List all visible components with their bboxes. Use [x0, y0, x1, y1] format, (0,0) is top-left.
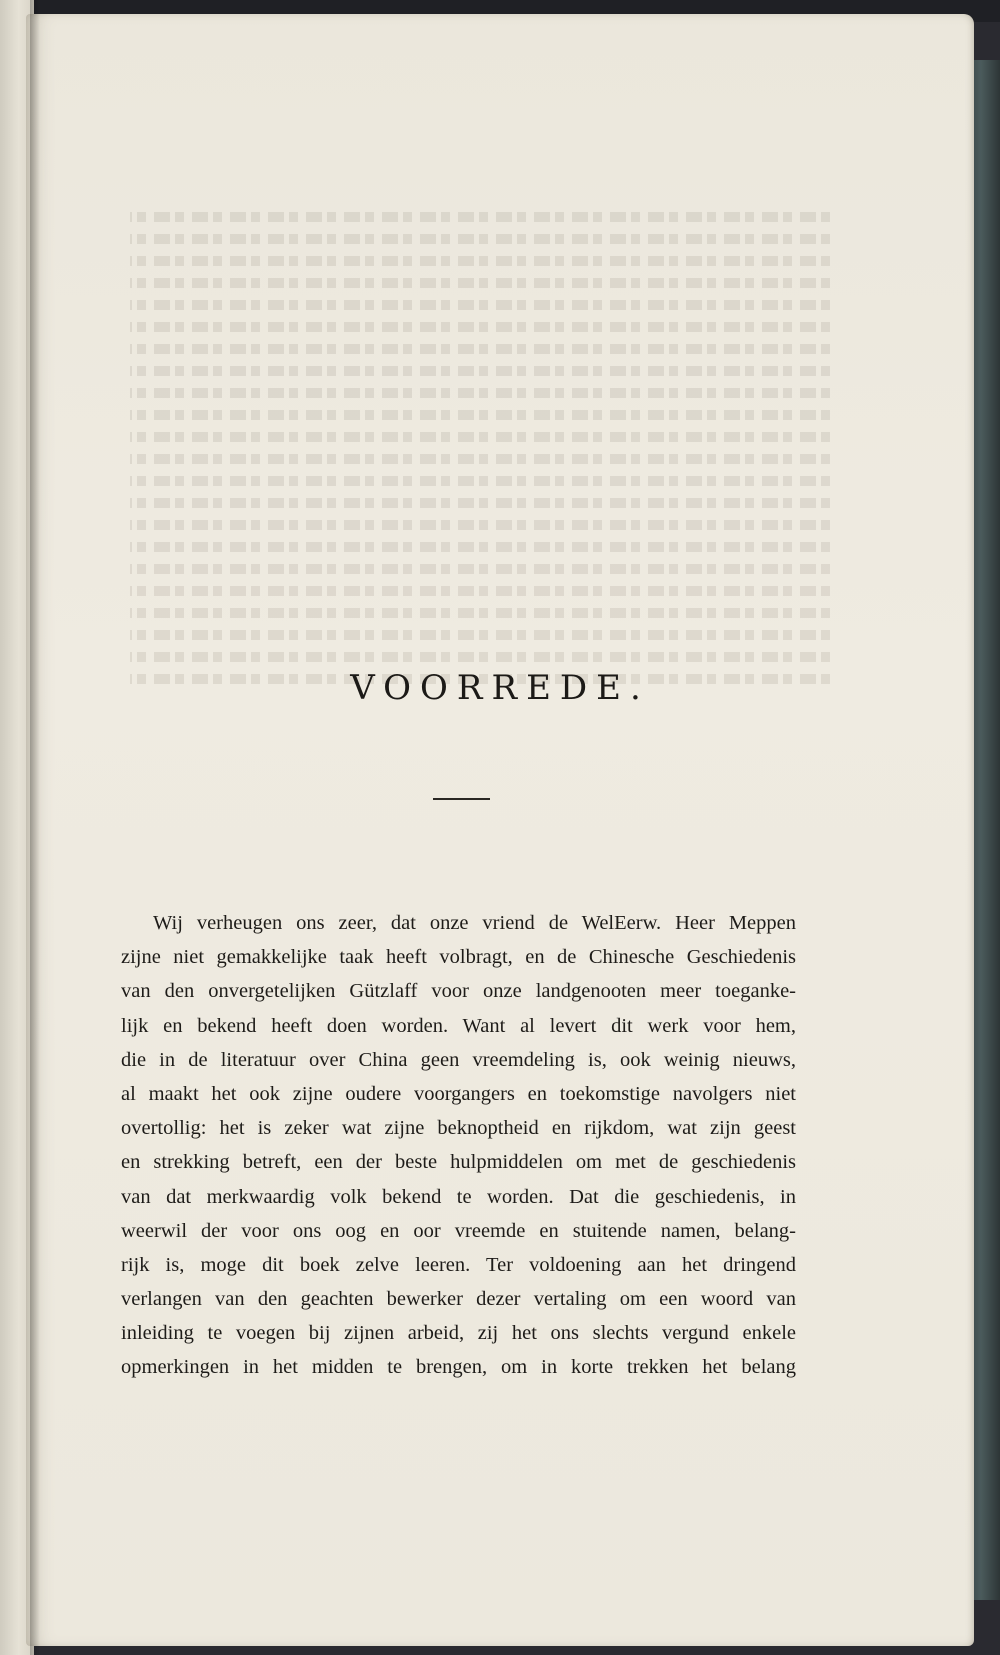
text-line: die in de literatuur over China geen vreemdeling is, ook weinig nieuws,	[121, 1048, 796, 1071]
text-line: verlangen van den geachten bewerker dezer vertaling om een woord van	[121, 1288, 796, 1311]
text-line: weerwil der voor ons oog en oor vreemde en stuitende namen, belang-	[121, 1219, 796, 1242]
text-line: rijk is, moge dit boek zelve leeren. Ter voldoening aan het dringend	[121, 1253, 796, 1276]
text-line: lijk en bekend heeft doen worden. Want al levert dit werk voor hem,	[121, 1014, 796, 1037]
text-line: van den onvergetelijken Gützlaff voor onze landgenooten meer toeganke-	[121, 980, 796, 1003]
page-title: VOORREDE.	[350, 668, 650, 708]
text-line: opmerkingen in het midden te brengen, om in korte trekken het belang	[121, 1356, 796, 1379]
body-paragraph	[121, 906, 796, 1385]
title-rule	[433, 798, 490, 800]
text-line: overtollig: het is zeker wat zijne beknoptheid en rijkdom, wat zijn geest	[121, 1117, 796, 1140]
bleed-through-text	[130, 200, 830, 900]
text-line: zijne niet gemakkelijke taak heeft volbragt, en de Chinesche Geschiedenis	[121, 946, 796, 969]
text-line: inleiding te voegen bij zijnen arbeid, zij het ons slechts vergund enkele	[121, 1322, 796, 1345]
text-line: al maakt het ook zijne oudere voorgangers en toekomstige navolgers niet	[121, 1082, 796, 1105]
text-line: Wij verheugen ons zeer, dat onze vriend de WelEerw. Heer Meppen	[153, 912, 796, 934]
text-line: van dat merkwaardig volk bekend te worden. Dat die geschiedenis, in	[121, 1185, 796, 1208]
text-line: en strekking betreft, een der beste hulpmiddelen om met de geschiedenis	[121, 1151, 796, 1174]
gutter-shadow	[30, 0, 40, 1655]
